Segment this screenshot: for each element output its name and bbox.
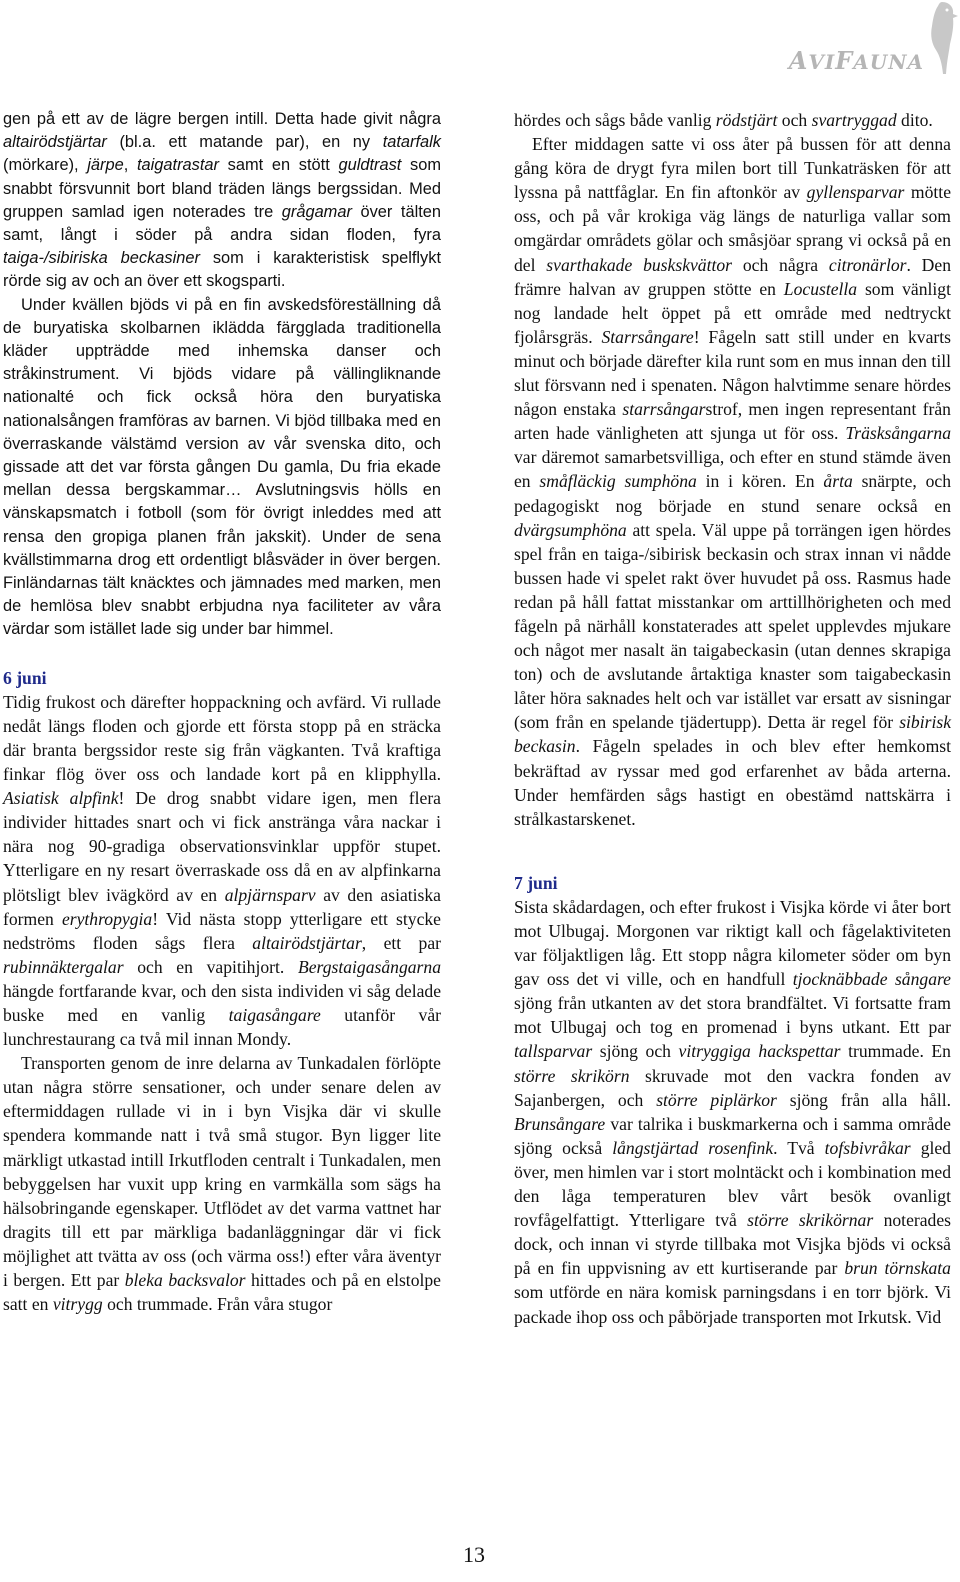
left-column bbox=[3, 108, 441, 1316]
species-name: rubinnäktergalar bbox=[3, 956, 124, 977]
right-paragraph-1: hördes och sågs både vanlig rödstjärt och svartryggad dito. bbox=[514, 110, 933, 130]
left-paragraph-1: gen på ett av de lägre bergen intill. Detta hade givit några altairödstjärtar (bl.a. ett matande par), en ny tatarfalk (mörkare), järpe, taigatrastar samt en stött guldtrast som snabbt försvunnit bort bland träden längs bergssidan. Med gruppen samlad igen noterades tre grågamar över tälten samt, långt i söder på andra sidan floden, fyra taiga-/sibiriska beckasiner som i karakteristisk spelflykt rörde sig av och an över ett skogsparti. bbox=[3, 110, 442, 291]
species-name: guldtrast bbox=[338, 156, 402, 175]
species-name: Bergstaigasångarna bbox=[297, 956, 441, 977]
species-name: större skrikörnar bbox=[747, 1210, 874, 1231]
heading-7-juni: 7 juni bbox=[514, 872, 558, 893]
species-name: Locustella bbox=[783, 278, 858, 299]
species-name: erythropygia bbox=[61, 908, 153, 929]
species-name: vitryggiga hackspettar bbox=[678, 1041, 841, 1062]
species-name: årta bbox=[823, 471, 853, 492]
species-name: tallsparvar bbox=[514, 1041, 593, 1062]
species-name: taiga-/sibiriska beckasiner bbox=[3, 249, 200, 268]
species-name: Starrsångare bbox=[601, 326, 694, 347]
left-paragraph-3: Tidig frukost och därefter hoppackning och avfärd. Vi rullade nedåt längs floden och gjorde ett första stopp på en sträcka där branta bergssidor reste sig från vägkanten. Två kraftiga finkar flög över oss och landade kort på en klipphylla. Asiatisk alpfink! De drog snabbt vidare igen, men flera individer hittades snart och vi fick anstränga våra nackar i nära nog 90-gradiga observationsvinklar uppför stupet. Ytterligare en ny resart överraskade oss då en av alpfinkarna plötsligt blev ivägkörd av en alpjärnsparv av den asiatiska formen erythropygia! Vid nästa stopp ytterligare ett stycke nedströms floden sågs flera altairödstjärtar, ett par rubinnäktergalar och en vapitihjort. Bergstaigasångarna hängde fortfarande kvar, och den sista individen vi såg delade buske med en vanlig taigasångare utanför vår lunchrestaurang ca två mil innan Mondy. bbox=[3, 691, 441, 1050]
right-paragraph-3: Sista skådardagen, och efter frukost i Visjka körde vi åter bort mot Ulbugaj. Morgonen var riktigt kall och fågelaktiviteten var följaktligen låg. Ett stopp några kilometer söder om byn gav oss det vi ville, och en handfull tjocknäbbade sångare sjöng från utkanten av det stora brandfältet. Vi fortsatte fram mot Ulbugaj och tog en promenad i byns utkant. Ett par tallsparvar sjöng och vitryggiga hackspettar trummade. En större skrikörn skruvade mot den vackra fonden av Sajanbergen, och större piplärkor sjöng från alla håll. Brunsångare var talrika i buskmarkerna och i samma område sjöng också långstjärtad rosenfink. Två tofsbivråkar gled över, men himlen var i stort molntäckt och i kombination med den låga temperaturen blev vårt besök ovanligt rovfågelfattigt. Ytterligare två större skrikörnar noterades dock, och innan vi styrde tillbaka mot Visjka bjöds vi också på en fin uppvisning av ett kurtiserande par brun törnskata som utförde en nära komisk parningsdans i en torr björk. Vi packade ihop oss och påbörjade transporten mot Irkutsk. Vid bbox=[514, 896, 952, 1327]
species-name: vitrygg bbox=[52, 1294, 103, 1315]
species-name: bleka backsvalor bbox=[124, 1270, 246, 1291]
right-column bbox=[514, 108, 951, 1329]
species-name: taigatrastar bbox=[136, 156, 219, 175]
species-name: småfläckig sumphöna bbox=[539, 471, 697, 492]
species-name: svarthakade buskskvättor bbox=[546, 254, 733, 275]
heading-6-juni: 6 juni bbox=[3, 667, 47, 688]
species-name: brun törnskata bbox=[844, 1258, 951, 1279]
species-name: järpe bbox=[87, 156, 124, 175]
species-name: dvärgsumphöna bbox=[514, 519, 627, 540]
avifauna-logo: AVIFAUNA bbox=[788, 46, 924, 75]
species-name: långstjärtad rosenfink bbox=[612, 1137, 774, 1158]
species-name: svartryggad bbox=[811, 110, 897, 130]
species-name: Brunsångare bbox=[514, 1113, 606, 1134]
left-paragraph-2: Under kvällen bjöds vi på en fin avskedsföreställning då de buryatiska skolbarnen iklädda färgglada traditionella kläder uppträdde med inhemska danser och stråkinstrument. Vi bjöds vidare på vällingliknande nationalté och fick också höra den buryatiska nationalsången framföras av barnen. Vi bjöd tillbaka med en överraskande välstämd version av vår svenska dito, och gissade att det var första gången Du gamla, Du fria ekade mellan dessa bergskammar… Avslutningsvis hölls en vänskapsmatch i fotboll (som för övrigt inleddes med att rensa den gropiga planen från jakskit). Under de sena kvällstimmarna drog ett ordentligt blåsväder in över bergen. Finländarnas tält knäcktes och jämnades med marken, men de hemlösa blev snabbt erbjudna nya faciliteter av våra värdar som istället lade sig under bar himmel. bbox=[3, 295, 441, 639]
species-name: taigasångare bbox=[228, 1004, 321, 1025]
species-name: citronärlor bbox=[828, 254, 907, 275]
species-name: större piplärkor bbox=[656, 1089, 777, 1110]
species-name: Träsksångarna bbox=[845, 423, 951, 444]
right-paragraph-2: Efter middagen satte vi oss åter på bussen för att denna gång köra de drygt fyra milen bort till Tunkaträsken för att lyssna på nattfåglar. En fin aftonkör av gyllensparvar mötte oss, och på vår krokiga väg längs de naturliga vallar som omgärdar områdets gölar och småsjöar sprang vi också på en del svarthakade buskskvättor och några citronärlor. Den främre halvan av gruppen stötte en Locustella som vänligt nog landade helt öppet på ett område med nedtryckt fjolårsgräs. Starrsångare! Fågeln satt still under en kvarts minut och började därefter kila runt som en mus innan den till slut försvann ned i spenaten. Någon halvtimme senare hördes någon enstaka starrsångarstrof, men ingen representant från arten hade vänligheten att sjunga ut för oss. Träsksångarna var däremot samarbetsvilliga, och efter en stund stämde även en småfläckig sumphöna in i kören. En årta snärpte, och pedagogiskt nog började en stund senare också en dvärgsumphöna att spela. Väl uppe på torrängen igen hördes spel från en taiga-/sibirisk beckasin och strax innan vi nådde bussen hade vi spelet rakt över huvudet på oss. Rasmus hade redan på håll fattat misstankar om arttillhörigheten och med fågeln på närhåll konstaterades att spelet upplevdes mjukare och något mer nasalt än taigabeckasin (utan dennes skrapiga ton) och de avslutande årtaktiga knaster som taigabeckasin låter höra saknades helt och var istället var ersatt av sisningar (som från en spelande tjädertupp). Detta är regel för sibirisk beckasin. Fågeln spelades in och blev efter hemkomst bekräftad av ryssar med god erfarenhet av båda arterna. Under hemfärden sågs hastigt en obestämd nattskärra i strålkastarskenet. bbox=[514, 134, 952, 829]
species-name: grågamar bbox=[281, 202, 352, 221]
species-name: Asiatisk alpfink bbox=[3, 788, 119, 809]
species-name: sibirisk beckasin bbox=[514, 712, 951, 757]
species-name: altairödstjärtar bbox=[252, 932, 362, 953]
species-name: tatarfalk bbox=[382, 133, 441, 152]
species-name: rödstjärt bbox=[715, 110, 778, 130]
species-name: altairödstjärtar bbox=[3, 133, 107, 152]
species-name: gyllensparvar bbox=[806, 182, 905, 203]
species-name: tjocknäbbade sångare bbox=[792, 969, 951, 990]
species-name: tofsbivråkar bbox=[824, 1137, 911, 1158]
bird-icon bbox=[920, 0, 960, 76]
left-paragraph-4: Transporten genom de inre delarna av Tunkadalen förlöpte utan några större sensationer, och under senare delen av eftermiddagen rullade vi in i byn Visjka där vi skulle spendera kommande natt i två små stugor. Byn ligger lite märkligt utkastad intill Irkutfloden centralt i Tunkadalen, men bebyggelsen har vuxit upp kring en varmkälla som sägs ha hälsobringande egenskaper. Utflödet av det varma vattnet har dragits till ett par märkliga badanläggningar där vi fick möjlighet att tvätta av oss (och värma oss!) efter våra äventyr i bergen. Ett par bleka backsvalor hittades och på en elstolpe satt en vitrygg och trummade. Från våra stugor bbox=[3, 1053, 441, 1315]
page-number: 13 bbox=[463, 1542, 485, 1567]
species-name: starrsångar bbox=[622, 399, 706, 420]
species-name: alpjärnsparv bbox=[224, 884, 316, 905]
species-name: större skrikörn bbox=[514, 1065, 630, 1086]
